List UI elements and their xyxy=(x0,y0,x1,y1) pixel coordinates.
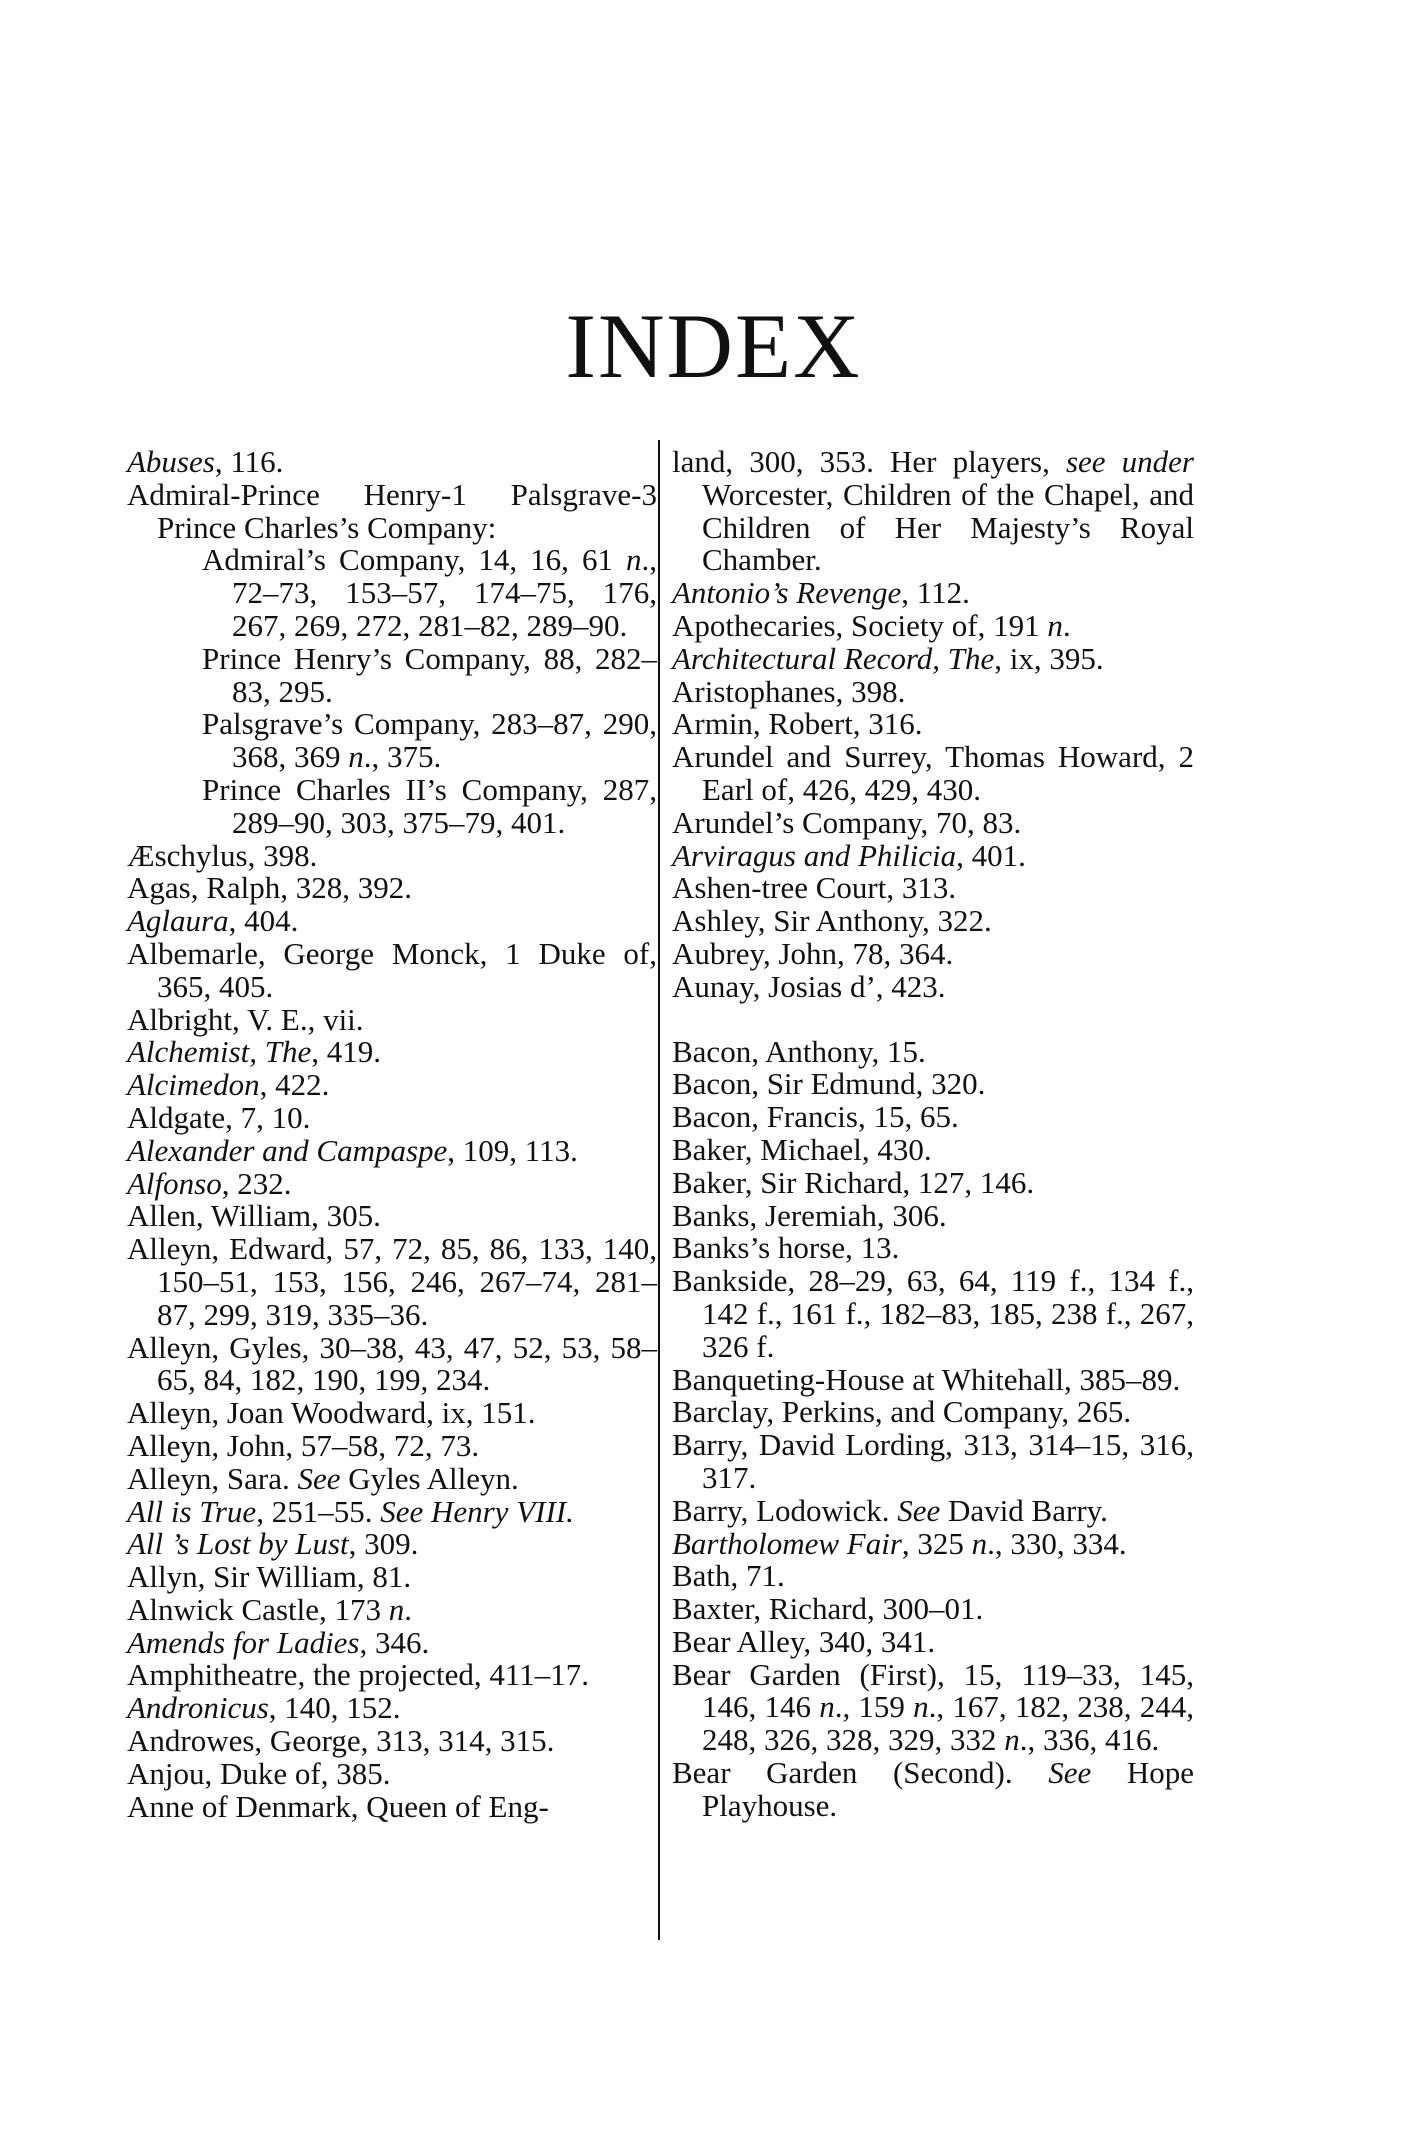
index-entry: Alleyn, Sara. See Gyles Alleyn. xyxy=(127,1460,519,1496)
index-entry: Architectural Record, The, ix, 395. xyxy=(672,640,1104,676)
index-subentry: Prince Charles II’s Company, 287, 289–90, 303, 375–79, 401. xyxy=(202,771,657,840)
index-entry: Albemarle, George Monck, 1 Duke of, 365, 405. xyxy=(127,935,657,1004)
index-subentry: Palsgrave’s Company, 283–87, 290, 368, 369 n., 375. xyxy=(202,706,657,775)
index-entry: Barry, Lodowick. See David Barry. xyxy=(672,1492,1108,1528)
index-entry: Alfonso, 232. xyxy=(127,1165,292,1201)
index-entry: Arundel’s Company, 70, 83. xyxy=(672,804,1022,840)
index-entry: Aristophanes, 398. xyxy=(672,673,906,709)
left-column xyxy=(127,446,657,1823)
index-entry: Amphitheatre, the projected, 411–17. xyxy=(127,1657,589,1693)
index-entry: Barclay, Perkins, and Company, 265. xyxy=(672,1394,1132,1430)
index-entry: Baxter, Richard, 300–01. xyxy=(672,1591,984,1627)
index-entry: Ashley, Sir Anthony, 322. xyxy=(672,903,992,939)
index-entry: Aglaura, 404. xyxy=(127,903,299,939)
page-title: INDEX xyxy=(565,295,862,397)
index-entry: Apothecaries, Society of, 191 n. xyxy=(672,607,1071,643)
index-entry: Alnwick Castle, 173 n. xyxy=(127,1591,412,1627)
index-entry: Bear Garden (First), 15, 119–33, 145, 146, 146 n., 159 n., 167, 182, 238, 244, 248, 326, 328, 329, 332 n., 336, 416. xyxy=(672,1656,1194,1758)
index-entry: All ’s Lost by Lust, 309. xyxy=(127,1526,419,1562)
index-entry: Bacon, Anthony, 15. xyxy=(672,1033,926,1069)
index-entry: Alleyn, Edward, 57, 72, 85, 86, 133, 140, 150–51, 153, 156, 246, 267–74, 281–87, 299, 319, 335–36. xyxy=(127,1231,657,1332)
index-entry: Banks, Jeremiah, 306. xyxy=(672,1197,947,1233)
index-entry: Anjou, Duke of, 385. xyxy=(127,1755,391,1791)
index-entry: Abuses, 116. xyxy=(127,444,284,479)
index-entry: Agas, Ralph, 328, 392. xyxy=(127,870,413,906)
index-entry: Alleyn, Joan Woodward, ix, 151. xyxy=(127,1395,536,1431)
right-column xyxy=(672,446,1194,1823)
index-entry: Ashen-tree Court, 313. xyxy=(672,870,957,906)
index-entry: Alchemist, The, 419. xyxy=(127,1034,381,1070)
index-entry: Androwes, George, 313, 314, 315. xyxy=(127,1723,555,1759)
index-entry: Æschylus, 398. xyxy=(127,837,318,873)
index-entry: Bartholomew Fair, 325 n., 330, 334. xyxy=(672,1525,1127,1561)
index-entry: Bacon, Francis, 15, 65. xyxy=(672,1099,959,1135)
index-entry: Barry, David Lording, 313, 314–15, 316, 317. xyxy=(672,1427,1194,1495)
index-entry: Admiral-Prince Henry-1 Palsgrave-3 Prince Charles’s Company: xyxy=(127,476,657,545)
index-entry: Baker, Sir Richard, 127, 146. xyxy=(672,1164,1035,1200)
index-entry: Bath, 71. xyxy=(672,1558,785,1594)
index-entry: Andronicus, 140, 152. xyxy=(127,1690,401,1726)
index-entry: Arviragus and Philicia, 401. xyxy=(672,837,1026,873)
index-entry: Bear Alley, 340, 341. xyxy=(672,1623,936,1659)
index-entry: Aunay, Josias d’, 423. xyxy=(672,968,946,1004)
index-entry: Alcimedon, 422. xyxy=(127,1067,330,1103)
index-entry: Albright, V. E., vii. xyxy=(127,1001,364,1037)
index-entry: land, 300, 353. Her players, see under Worcester, Children of the Chapel, and Children of Her Majesty’s Royal Chamber. xyxy=(672,444,1194,578)
index-entry: Alleyn, John, 57–58, 72, 73. xyxy=(127,1427,480,1463)
letter-gap xyxy=(672,1004,1194,1036)
index-entry: Alexander and Campaspe, 109, 113. xyxy=(127,1132,578,1168)
index-subentry: Prince Henry’s Company, 88, 282–83, 295. xyxy=(202,640,657,709)
index-entry: Antonio’s Revenge, 112. xyxy=(672,575,970,611)
index-entry: Banqueting-House at Whitehall, 385–89. xyxy=(672,1361,1181,1397)
index-entry: Bear Garden (Second). See Hope Playhouse. xyxy=(672,1755,1194,1823)
column-divider xyxy=(658,440,660,1940)
index-subentry: Admiral’s Company, 14, 16, 61 n., 72–73, 153–57, 174–75, 176, 267, 269, 272, 281–82, 289–90. xyxy=(202,542,657,643)
index-entry: Amends for Ladies, 346. xyxy=(127,1624,430,1660)
index-entry: Arundel and Surrey, Thomas Howard, 2 Earl of, 426, 429, 430. xyxy=(672,739,1194,807)
index-entry: Allen, William, 305. xyxy=(127,1198,381,1234)
index-entry: Alleyn, Gyles, 30–38, 43, 47, 52, 53, 58–65, 84, 182, 190, 199, 234. xyxy=(127,1329,657,1398)
index-entry: Baker, Michael, 430. xyxy=(672,1131,932,1167)
index-entry: Aldgate, 7, 10. xyxy=(127,1099,311,1135)
index-entry: Bankside, 28–29, 63, 64, 119 f., 134 f., 142 f., 161 f., 182–83, 185, 238 f., 267, 326 f. xyxy=(672,1263,1194,1364)
index-entry: All is True, 251–55. See Henry VIII. xyxy=(127,1493,574,1529)
index-entry: Bacon, Sir Edmund, 320. xyxy=(672,1066,986,1102)
index-entry: Aubrey, John, 78, 364. xyxy=(672,935,954,971)
index-entry: Allyn, Sir William, 81. xyxy=(127,1559,412,1595)
index-entry: Armin, Robert, 316. xyxy=(672,706,923,742)
index-entry: Banks’s horse, 13. xyxy=(672,1230,900,1266)
index-entry: Anne of Denmark, Queen of Eng- xyxy=(127,1788,549,1824)
